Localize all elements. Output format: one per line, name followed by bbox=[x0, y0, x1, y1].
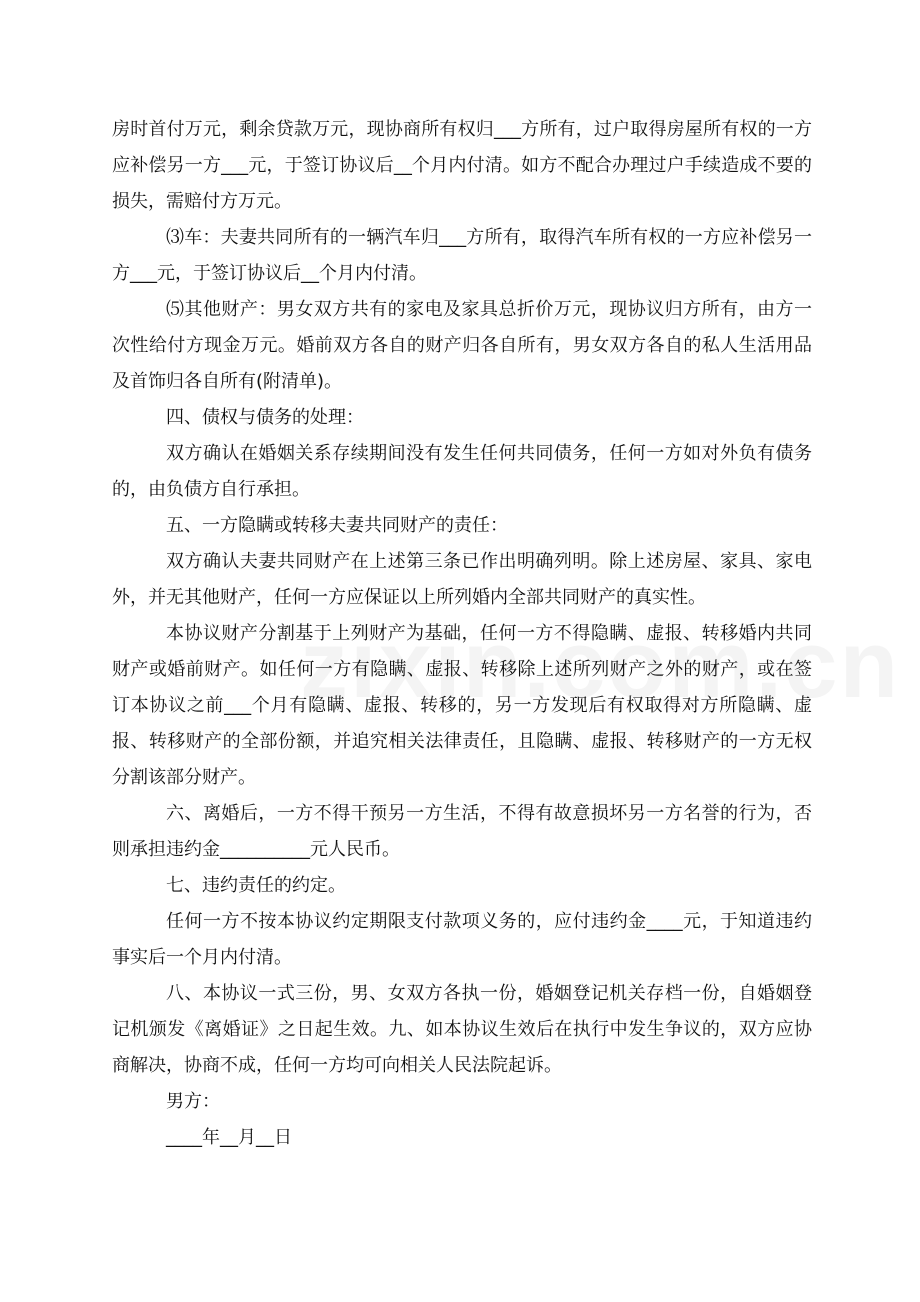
section-heading-breach: 七、违约责任的约定。 bbox=[166, 875, 346, 896]
section-heading-debts: 四、债权与债务的处理： bbox=[166, 407, 364, 428]
paragraph-copies-effect: 八、本协议一式三份，男、女双方各执一份，婚姻登记机关存档一份，自婚姻登记机颁发《离婚证》之日起生效。九、如本协议生效后在执行中发生争议的，双方应协商解决，协商不成，任何一方均可向相关人民法院起诉。 bbox=[112, 983, 812, 1076]
paragraph-non-interference: 六、离婚后，一方不得干预另一方生活，不得有故意损坏另一方名誉的行为，否则承担违约金__________元人民币。 bbox=[112, 803, 812, 860]
paragraph-concealment-liability: 本协议财产分割基于上列财产为基础，任何一方不得隐瞒、虚报、转移婚内共同财产或婚前财产。如任何一方有隐瞒、虚报、转移除上述所列财产之外的财产，或在签订本协议之前___个月有隐瞒、虚报、转移的，另一方发现后有权取得对方所隐瞒、虚报、转移财产的全部份额，并追究相关法律责任，且隐瞒、虚报、转移财产的一方无权分割该部分财产。 bbox=[112, 623, 812, 788]
paragraph-concealment-confirm: 双方确认夫妻共同财产在上述第三条已作出明确列明。除上述房屋、家具、家电外，并无其他财产，任何一方应保证以上所列婚内全部共同财产的真实性。 bbox=[112, 551, 812, 608]
document-body bbox=[112, 112, 812, 1156]
section-heading-concealment: 五、一方隐瞒或转移夫妻共同财产的责任： bbox=[166, 515, 508, 536]
signature-date-line: ____年__月__日 bbox=[166, 1127, 292, 1148]
paragraph-breach: 任何一方不按本协议约定期限支付款项义务的，应付违约金____元，于知道违约事实后一个月内付清。 bbox=[112, 911, 812, 968]
paragraph-debts: 双方确认在婚姻关系存续期间没有发生任何共同债务，任何一方如对外负有债务的，由负债方自行承担。 bbox=[112, 443, 812, 500]
paragraph-other-property: ⑸其他财产：男女双方共有的家电及家具总折价万元，现协议归方所有，由方一次性给付方现金万元。婚前双方各自的财产归各自所有，男女双方各自的私人生活用品及首饰归各自所有(附清单)。 bbox=[112, 299, 812, 392]
paragraph-car: ⑶车：夫妻共同所有的一辆汽车归___方所有，取得汽车所有权的一方应补偿另一方___元，于签订协议后__个月内付清。 bbox=[112, 227, 812, 284]
paragraph-house: 房时首付万元，剩余贷款万元，现协商所有权归___方所有，过户取得房屋所有权的一方应补偿另一方___元，于签订协议后__个月内付清。如方不配合办理过户手续造成不要的损失，需赔付方万元。 bbox=[112, 119, 812, 212]
signature-party-label: 男方： bbox=[166, 1091, 220, 1112]
